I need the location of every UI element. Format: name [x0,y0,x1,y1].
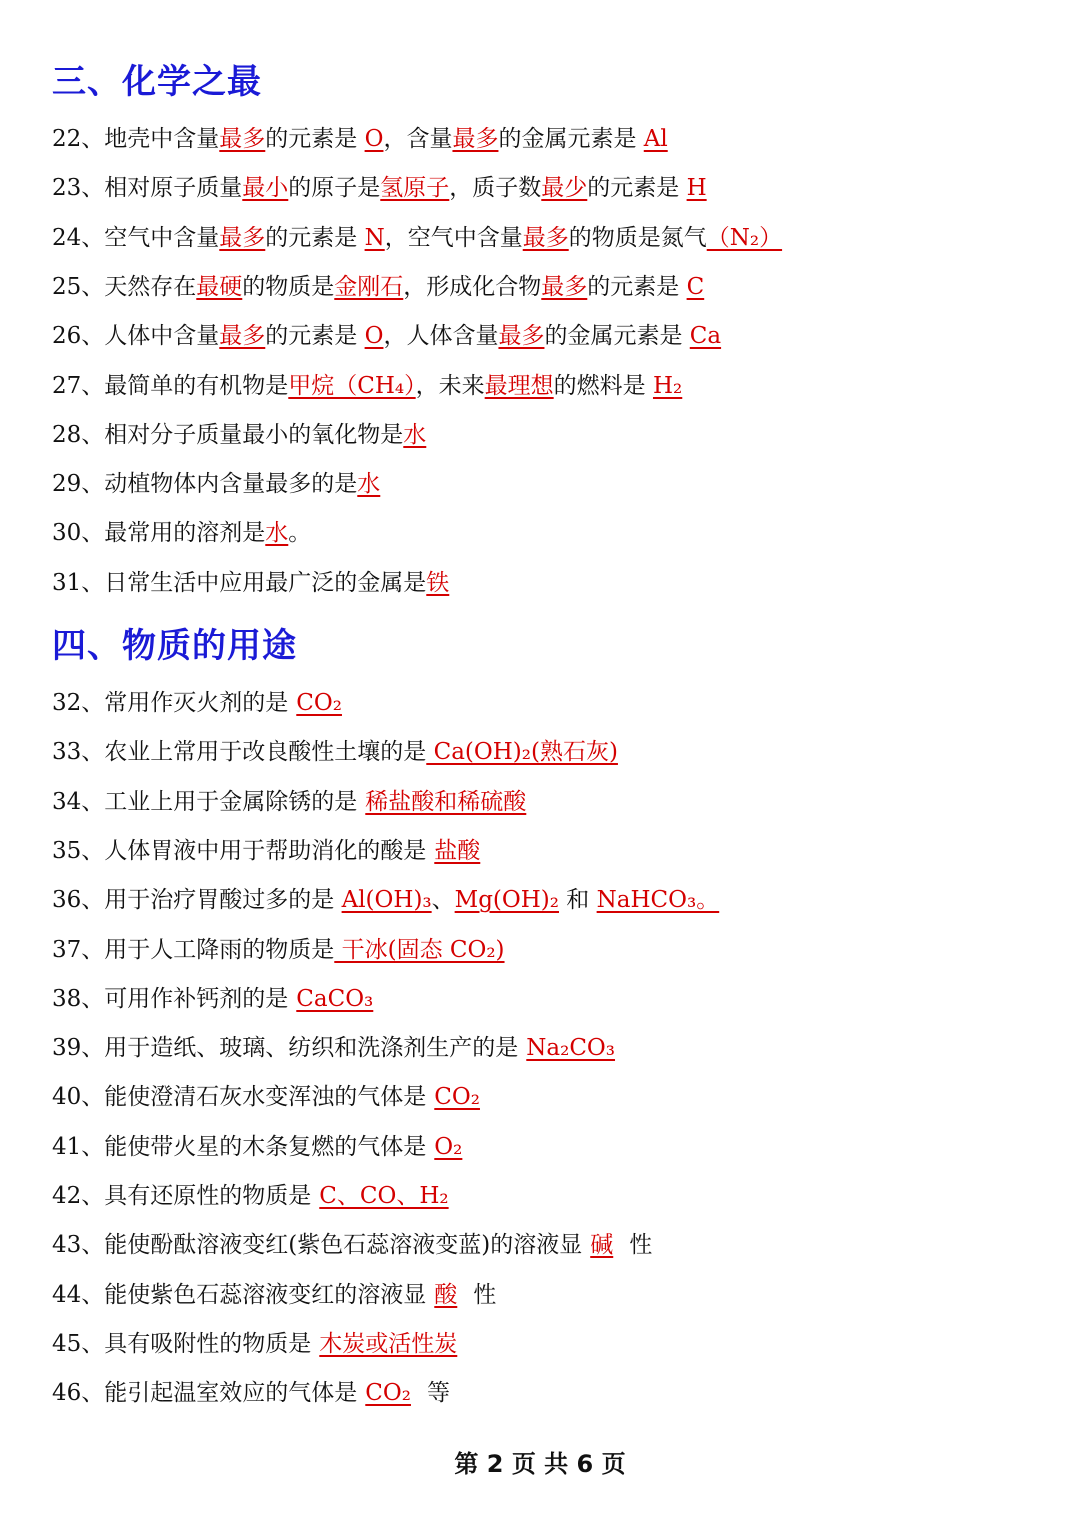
section-heading-chemistry-superlatives: 三、化学之最 [52,62,262,102]
question-text: 动植物体内含量最多的是 [104,471,358,498]
question-text: 最简单的有机物是 [104,372,289,399]
question-text: 的金属元素是 [544,323,690,350]
question-text: 的原子是 [288,175,381,202]
question-text: 的燃料是 [553,372,653,399]
section-heading-substance-uses: 四、物质的用途 [52,626,297,666]
item-number: 46、 [52,1380,105,1407]
answer-text: 水 [265,520,289,547]
list-item [52,787,542,817]
question-text: 和 [559,887,597,914]
list-item [52,1132,478,1162]
question-text: 性 [473,1281,497,1308]
list-item [52,737,618,767]
question-text: 能使酚酞溶液变红(紫色石蕊溶液变蓝)的溶液显 [104,1232,583,1259]
answer-text: 最小 [242,175,289,202]
question-text: 的元素是 [265,323,365,350]
answer-text: 酸 [434,1281,458,1308]
question-text: 具有吸附性的物质是 [104,1330,312,1357]
question-text: 的元素是 [265,126,365,152]
list-item [52,1033,631,1063]
item-number: 32、 [52,690,105,716]
list-item [52,223,782,253]
question-text: 空气中含量 [104,224,220,251]
question-text: 的元素是 [265,224,365,251]
question-text: 常用作灭火剂的是 [104,690,289,716]
item-number: 33、 [52,739,105,766]
answer-text: CO₂ [296,690,342,716]
question-text: 。 [288,520,312,547]
question-text: 农业上常用于改良酸性土壤的是 [104,739,427,766]
answer-text: CaCO₃ [296,985,374,1012]
answer-text: 最多 [219,323,266,350]
answer-text: Al [643,126,668,152]
question-text: 地壳中含量 [104,126,220,152]
list-item [52,1280,496,1310]
list-item [52,1329,473,1359]
answer-text: 最多 [219,224,266,251]
answer-text: N [364,224,385,251]
answer-text: 稀盐酸和稀硫酸 [365,788,527,815]
item-number: 26、 [52,323,105,350]
item-number: 42、 [52,1183,105,1209]
item-number: 44、 [52,1281,105,1308]
item-number: 41、 [52,1133,105,1160]
answer-text: 甲烷（CH₄） [288,372,416,399]
list-item [52,321,721,351]
item-number: 39、 [52,1035,105,1062]
question-text: 相对分子质量最小的氧化物是 [104,421,404,448]
answer-text: O₂ [434,1133,463,1160]
question-text: 、 [431,887,455,914]
question-text: 具有还原性的物质是 [104,1183,312,1209]
list-item [52,272,704,302]
answer-text: Ca(OH)₂(熟石灰) [426,739,618,766]
item-number: 24、 [52,224,105,251]
answer-text: CO₂ [434,1084,480,1111]
item-number: 31、 [52,569,105,596]
question-text: 人体胃液中用于帮助消化的酸是 [104,837,427,864]
list-item [52,1181,465,1211]
list-item [52,568,449,598]
answer-text: 最硬 [196,273,243,300]
question-text: ，含量 [383,126,453,152]
answer-text: 最理想 [484,372,554,399]
answer-text: H₂ [652,372,683,399]
question-text: 用于人工降雨的物质是 [104,936,335,963]
question-text: 能使紫色石蕊溶液变红的溶液显 [104,1281,427,1308]
answer-text: Mg(OH)₂ [454,887,559,914]
question-text: 的物质是氮气 [568,224,707,251]
item-number: 34、 [52,788,105,815]
question-text: 的物质是 [242,273,335,300]
question-text: 的元素是 [587,175,687,202]
item-number: 43、 [52,1232,105,1259]
answer-text: 金刚石 [334,273,404,300]
list-item [52,1378,450,1408]
answer-text: 最多 [219,126,266,152]
item-number: 35、 [52,837,105,864]
answer-text: （N₂） [706,224,783,251]
question-text: 最常用的溶剂是 [104,520,266,547]
item-number: 22、 [52,126,105,152]
question-text: 能使带火星的木条复燃的气体是 [104,1133,427,1160]
question-text: 的金属元素是 [498,126,644,152]
item-number: 38、 [52,985,105,1012]
answer-text: 氢原子 [380,175,450,202]
answer-text: O [364,126,384,152]
list-item [52,935,505,965]
question-text: 能使澄清石灰水变浑浊的气体是 [104,1084,427,1111]
item-number: 30、 [52,520,105,547]
question-text: 性 [629,1232,653,1259]
item-number: 45、 [52,1330,105,1357]
answer-text: Ca [689,323,722,350]
answer-text: C、CO、H₂ [319,1183,449,1209]
item-number: 29、 [52,471,105,498]
question-text: 的元素是 [587,273,687,300]
question-text: 能引起温室效应的气体是 [104,1380,358,1407]
answer-text: C [686,273,705,300]
list-item [52,1230,652,1260]
list-item [52,518,311,548]
list-item [52,984,389,1014]
list-item [52,420,426,450]
page-number-footer: 第 2 页 共 6 页 [454,1450,626,1478]
answer-text: H [686,175,707,202]
question-text: 可用作补钙剂的是 [104,985,289,1012]
answer-text: 盐酸 [434,837,481,864]
list-item [52,173,707,203]
question-text: ，形成化合物 [403,273,542,300]
answer-text: 最多 [452,126,499,152]
item-number: 23、 [52,175,105,202]
list-item [52,688,358,718]
answer-text: O [364,323,384,350]
list-item [52,124,668,154]
question-text: ，未来 [415,372,485,399]
item-number: 28、 [52,421,105,448]
question-text: 等 [426,1380,450,1407]
item-number: 40、 [52,1084,105,1111]
answer-text: 碱 [590,1232,614,1259]
answer-text: Na₂CO₃ [526,1035,616,1062]
question-text: ，人体含量 [383,323,499,350]
question-text: 用于造纸、玻璃、纺织和洗涤剂生产的是 [104,1035,519,1062]
list-item [52,371,682,401]
answer-text: Al(OH)₃ [341,887,432,914]
list-item [52,885,719,915]
answer-text: 水 [403,421,427,448]
answer-text: 水 [357,471,381,498]
answer-text: 最少 [541,175,588,202]
answer-text: 干冰(固态 CO₂) [334,936,505,963]
question-text: ，质子数 [449,175,542,202]
answer-text: 最多 [541,273,588,300]
item-number: 27、 [52,372,105,399]
question-text: 人体中含量 [104,323,220,350]
list-item [52,836,496,866]
question-text: 相对原子质量 [104,175,243,202]
item-number: 25、 [52,273,105,300]
item-number: 36、 [52,887,105,914]
question-text: ，空气中含量 [384,224,523,251]
answer-text: 最多 [522,224,569,251]
list-item [52,1082,496,1112]
question-text: 天然存在 [104,273,197,300]
question-text: 用于治疗胃酸过多的是 [104,887,342,914]
question-text: 日常生活中应用最广泛的金属是 [104,569,427,596]
answer-text: CO₂ [365,1380,411,1407]
answer-text: 最多 [498,323,545,350]
item-number: 37、 [52,936,105,963]
answer-text: 铁 [426,569,450,596]
question-text: 工业上用于金属除锈的是 [104,788,358,815]
list-item [52,469,380,499]
answer-text: 木炭或活性炭 [319,1330,458,1357]
answer-text: NaHCO₃。 [596,887,720,914]
